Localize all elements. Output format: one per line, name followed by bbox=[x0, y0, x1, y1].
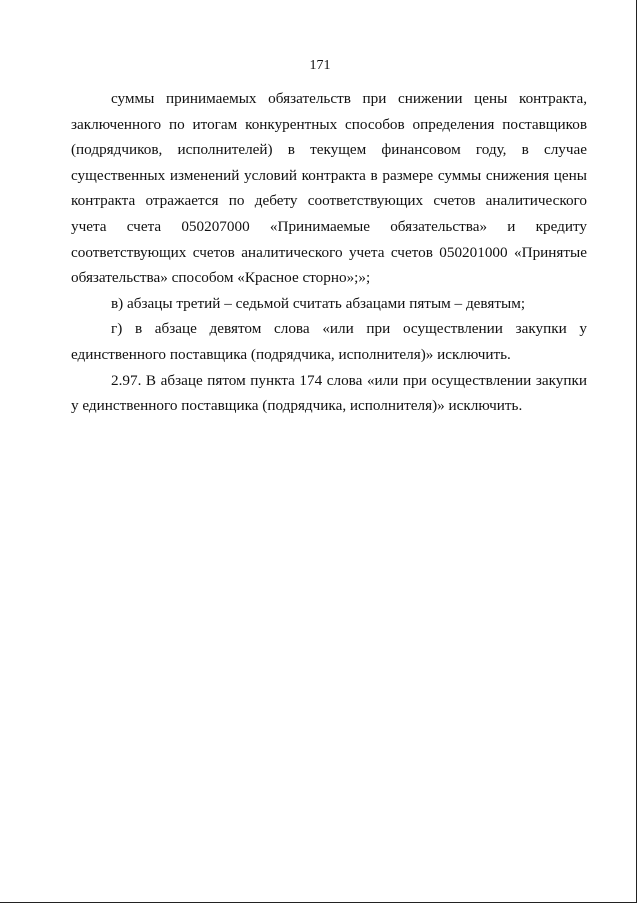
paragraph-2-97: 2.97. В абзаце пятом пункта 174 слова «или при осуществлении закупки у единственного поставщика (подрядчика, исполнителя)» исключить. bbox=[71, 371, 587, 415]
bottom-rule bbox=[240, 902, 637, 903]
page-number: 171 bbox=[309, 58, 331, 73]
paragraph-continuation: суммы принимаемых обязательств при снижении цены контракта, заключенного по итогам конкурентных способов определения поставщиков (подрядчиков, исполнителей) в текущем финансовом году, в случае существенных изменений условий контракта в размере суммы снижения цены контракта отражается по дебету соответствующих счетов аналитического учета счета 050207000 «Принимаемые обязательства» и кредиту соответствующих счетов аналитического учета счетов 050201000 «Принятые обязательства» способом «Красное сторно»;»; bbox=[71, 90, 587, 287]
paragraph-item-g: г) в абзаце девятом слова «или при осуществлении закупки у единственного поставщика (подрядчика, исполнителя)» исключить. bbox=[71, 320, 587, 363]
paragraph-item-v: в) абзацы третий – седьмой считать абзацами пятым – девятым; bbox=[111, 294, 526, 312]
document-body bbox=[71, 86, 587, 419]
